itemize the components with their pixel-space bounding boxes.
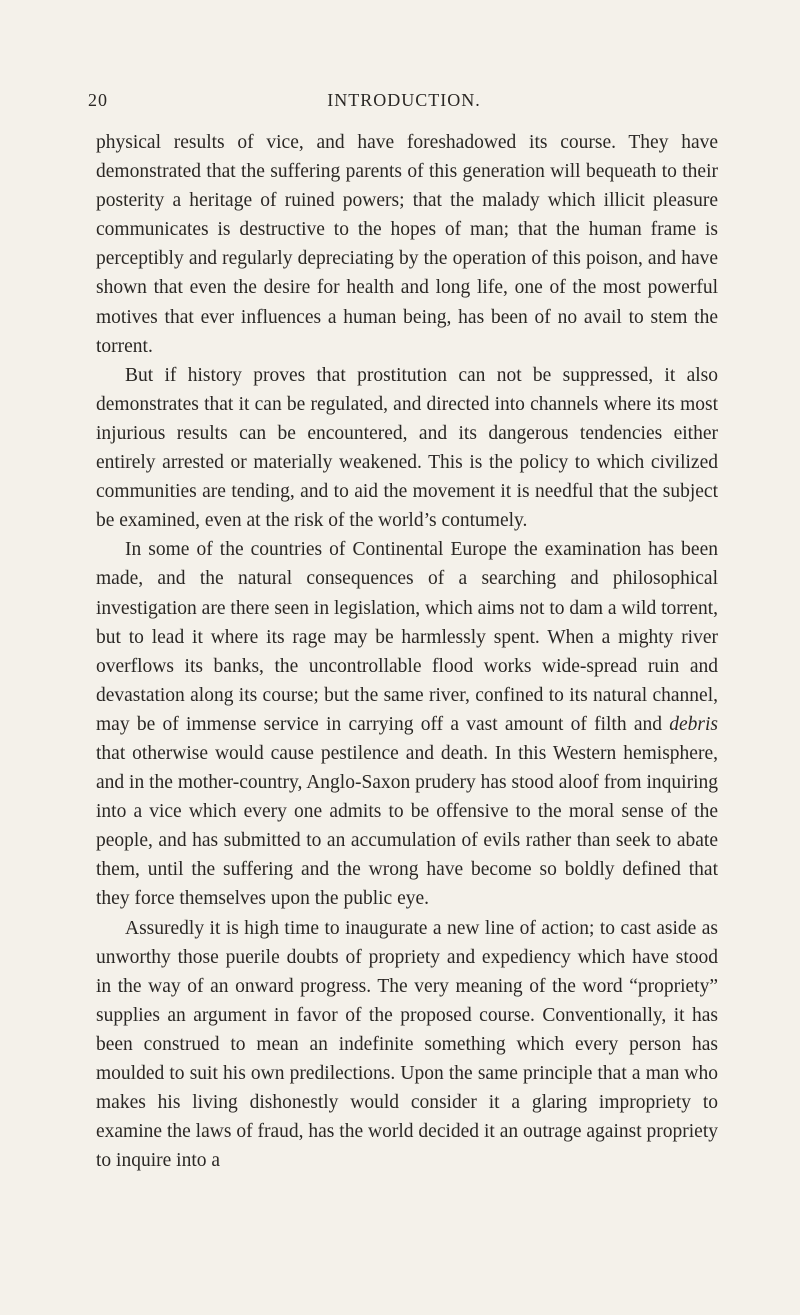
paragraph-regulation: But if history proves that prostitution can not be suppressed, it also demonstrates that it can be regulated, and directed into channels where its most injurious results can be encountered, and its dangerous tendencies either entirely arrested or materially weakened. This is the policy to which civilized communities are tending, and to aid the movement it is needful that the subject be examined, even at the risk of the world’s contumely. xyxy=(96,364,718,532)
body-text xyxy=(96,128,718,1175)
running-title: INTRODUCTION. xyxy=(327,90,481,110)
paragraph-text: that otherwise would cause pestilence and death. In this Western hemisphere, and in the mother-country, Anglo-Saxon prudery has stood aloof from inquiring into a vice which every one admits to be offensive to the moral sense of the people, and has submitted to an accumulation of evils rather than seek to abate them, until the suffering and the wrong have become so boldly defined that they force themselves upon the public eye. xyxy=(96,742,718,910)
paragraph-continued: physical results of vice, and have foreshadowed its course. They have demonstrated that the suffering parents of this generation will bequeath to their posterity a heritage of ruined powers; that the malady which illicit pleasure communicates is destructive to the hopes of man; that the human frame is perceptibly and regularly depreciating by the operation of this poison, and have shown that even the desire for health and long life, one of the most powerful motives that ever influences a human being, has been of no avail to stem the torrent. xyxy=(96,132,718,357)
paragraph-propriety: Assuredly it is high time to inaugurate a new line of action; to cast aside as unworthy those puerile doubts of propriety and expediency which have stood in the way of an onward progress. The very meaning of the word “propriety” supplies an argument in favor of the proposed course. Conventionally, it has been construed to mean an indefinite something which every person has moulded to suit his own predilections. Upon the same principle that a man who makes his living dishonestly would consider it a glaring impropriety to examine the laws of fraud, has the world decided it an outrage against propriety to inquire into a xyxy=(96,917,718,1172)
page-number: 20 xyxy=(88,90,108,110)
running-head xyxy=(88,90,720,114)
paragraph-text: In some of the countries of Continental Europe the examination has been made, and the natural consequences of a searching and philosophical investigation are there seen in legislation, which aims not to dam a wild torrent, but to lead it where its rage may be harmlessly spent. When a mighty river overflows its banks, the uncontrollable flood works wide-spread ruin and devastation along its course; but the same river, confined to its natural channel, may be of immense service in carrying off a vast amount of filth and xyxy=(96,539,718,735)
paragraph-continental-europe xyxy=(96,535,718,913)
italic-word: debris xyxy=(669,713,719,735)
